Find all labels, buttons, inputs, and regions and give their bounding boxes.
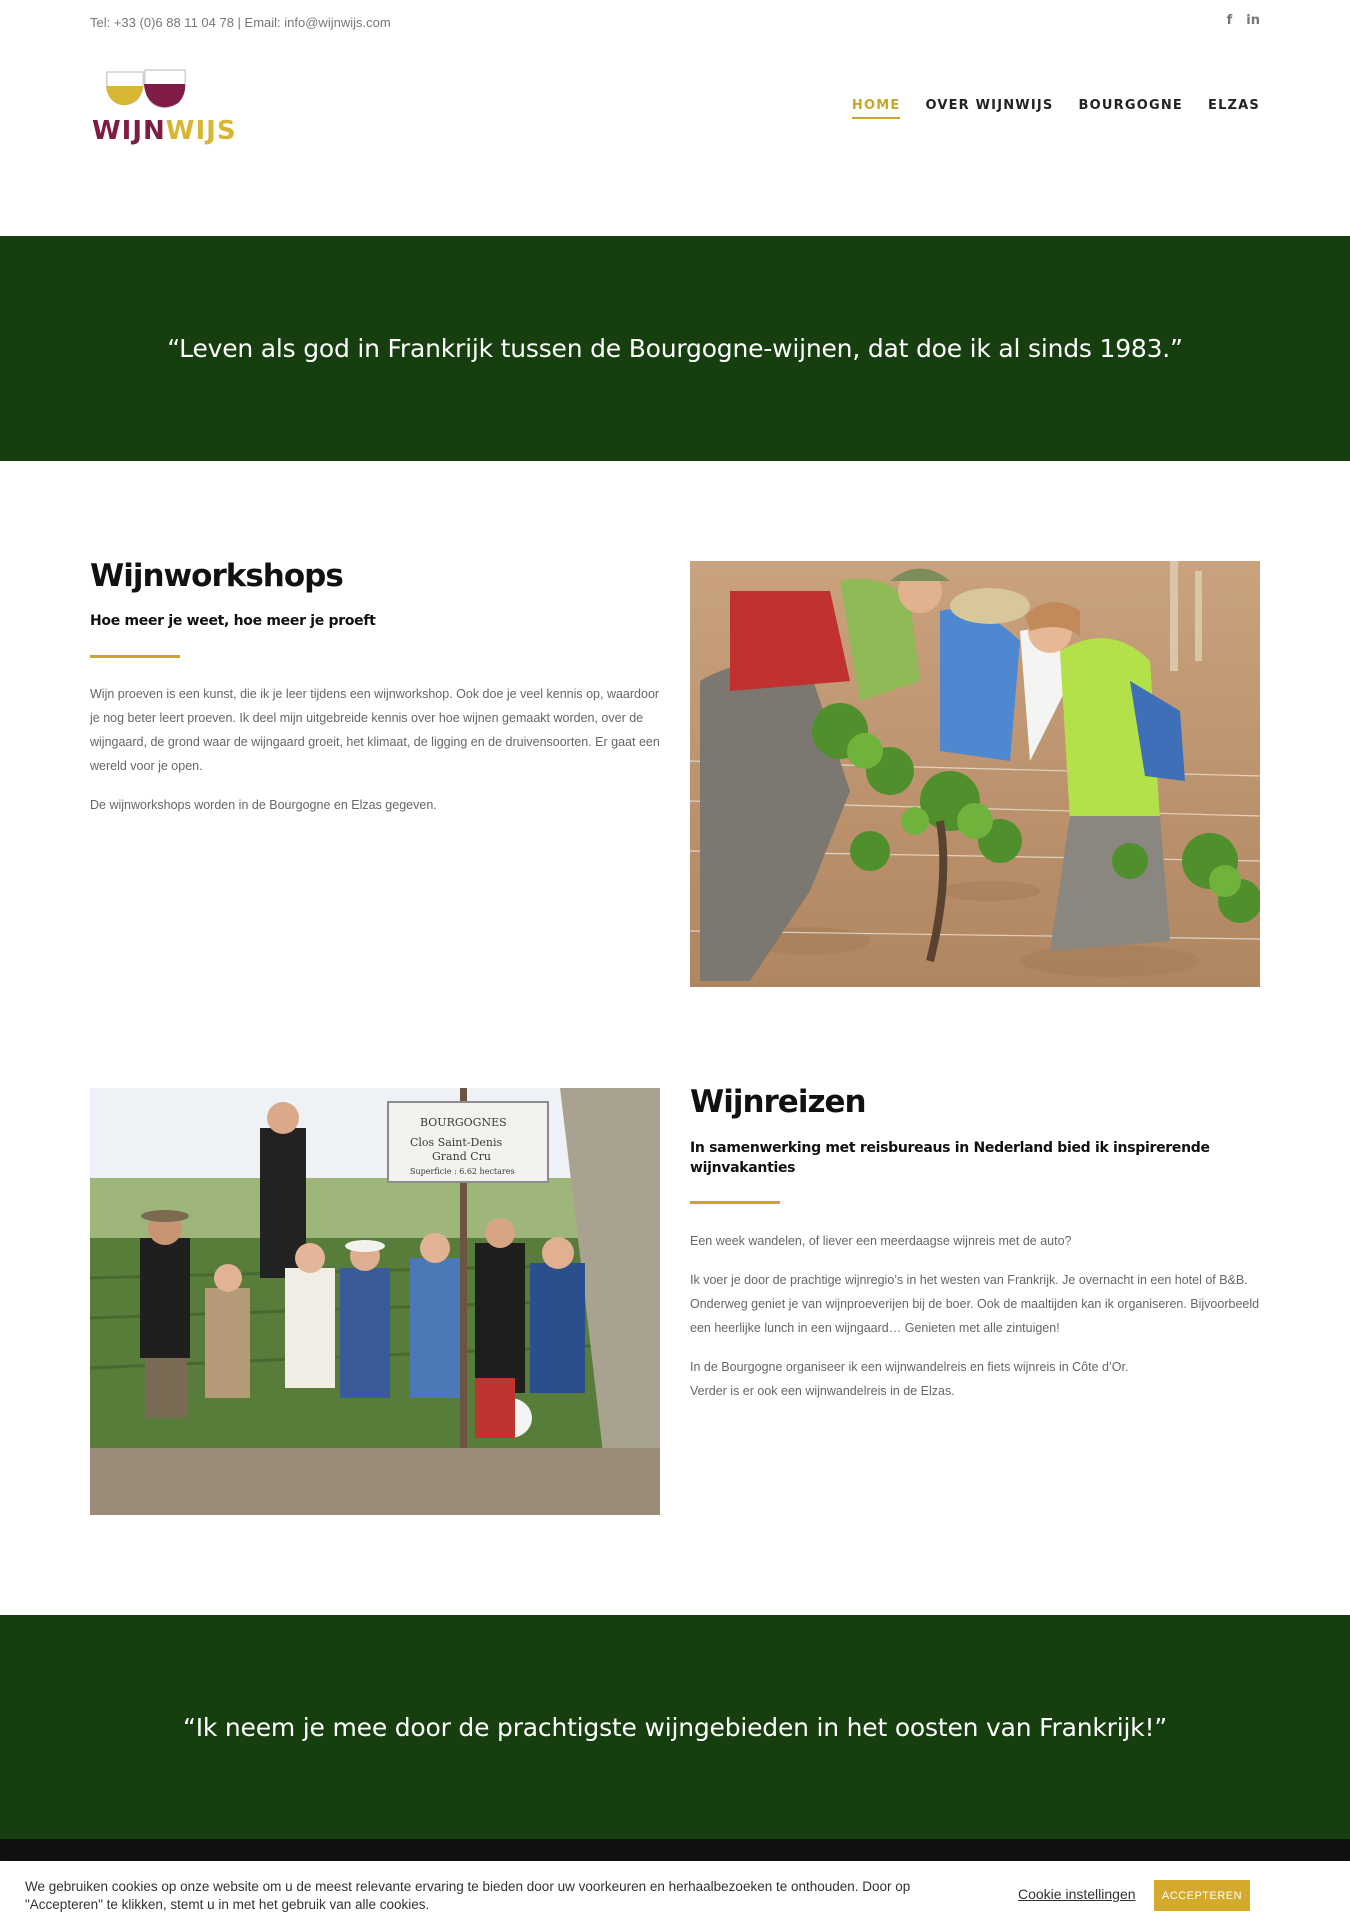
workshops-subtitle: Hoe meer je weet, hoe meer je proeft: [90, 613, 376, 629]
main-nav: [852, 98, 1260, 119]
banner-quote: “Ik neem je mee door de prachtigste wijngebieden in het oosten van Frankrijk!”: [182, 1712, 1168, 1742]
cookie-settings-link[interactable]: Cookie instellingen: [1018, 1886, 1136, 1902]
nav-bourgogne[interactable]: BOURGOGNE: [1078, 98, 1183, 113]
workshops-paragraph: Wijn proeven is een kunst, die ik je leer tijdens een wijnworkshop. Ook doe je veel kennis op, waardoor je nog beter leert proeven. Ik deel mijn uitgebreide kennis over hoe wijnen gemaakt worden, over de wijngaard, de grond waar de wijngaard groeit, het klimaat, de ligging en de druivensoorten. Er gaat een wereld voor je open.: [90, 687, 660, 773]
wine-glasses-logo-icon: [95, 64, 205, 119]
sign-line-2: Clos Saint-Denis: [410, 1136, 503, 1149]
quote-banner-top: [0, 236, 1350, 461]
banner-quote: “Leven als god in Frankrijk tussen de Bourgogne-wijnen, dat doe ik al sinds 1983.”: [167, 334, 1183, 363]
contact-info: Tel: +33 (0)6 88 11 04 78 | Email: info@wijnwijs.com: [90, 15, 391, 30]
logo-wordmark: WIJNWIJS: [92, 116, 237, 146]
site-logo[interactable]: [90, 66, 237, 151]
reizen-paragraph: Ik voer je door de prachtige wijnregio’s in het westen van Frankrijk. Je overnacht in een hotel of B&B. Onderweg geniet je van wijnproeverijen bij de boer. Ook de maaltijden kan ik organiseren. Bijvoorbeeld een heerlijke lunch in een wijngaard… Genieten met alle zintuigen!: [690, 1273, 1260, 1335]
footer-strip: [0, 1839, 1350, 1861]
reizen-text: [690, 1229, 1260, 1418]
reizen-paragraph: Verder is er ook een wijnwandelreis in de Elzas.: [690, 1384, 955, 1398]
sign-line-3: Grand Cru: [432, 1150, 491, 1163]
reizen-subtitle: In samenwerking met reisbureaus in Nederland bied ik inspirerende wijnvakanties: [690, 1140, 1210, 1176]
sign-line-1: BOURGOGNES: [420, 1116, 507, 1129]
group-tour-photo: [90, 1088, 660, 1515]
workshops-divider: [90, 655, 180, 658]
nav-over-wijnwijs[interactable]: OVER WIJNWIJS: [925, 98, 1054, 113]
quote-banner-bottom: [0, 1615, 1350, 1839]
top-bar: [0, 0, 1350, 46]
workshops-text: [90, 682, 660, 832]
reizen-title: Wijnreizen: [690, 1084, 866, 1120]
reizen-divider: [690, 1201, 780, 1204]
workshops-title: Wijnworkshops: [90, 558, 343, 594]
workshops-paragraph: De wijnworkshops worden in de Bourgogne en Elzas gegeven.: [90, 798, 437, 812]
linkedin-icon[interactable]: in: [1246, 13, 1260, 28]
site-header: [0, 46, 1350, 236]
cookie-consent-bar: [0, 1861, 1350, 1930]
sign-line-4: Superficie : 6.62 hectares: [410, 1167, 515, 1176]
cookie-accept-button[interactable]: ACCEPTEREN: [1154, 1880, 1250, 1911]
reizen-paragraph: In de Bourgogne organiseer ik een wijnwandelreis en fiets wijnreis in Côte d’Or.: [690, 1360, 1129, 1374]
nav-elzas[interactable]: ELZAS: [1207, 98, 1260, 113]
social-links: [1227, 13, 1260, 28]
cookie-text: We gebruiken cookies op onze website om u de meest relevante ervaring te bieden door uw voorkeuren en herhaalbezoeken te onthouden. Door op "Accepteren" te klikken, stemt u in met het gebruik van alle cookies.: [25, 1879, 911, 1912]
reizen-paragraph: Een week wandelen, of liever een meerdaagse wijnreis met de auto?: [690, 1234, 1072, 1248]
nav-home[interactable]: HOME: [852, 98, 901, 119]
workshop-vineyard-photo: [690, 561, 1260, 987]
facebook-icon[interactable]: f: [1226, 13, 1233, 28]
